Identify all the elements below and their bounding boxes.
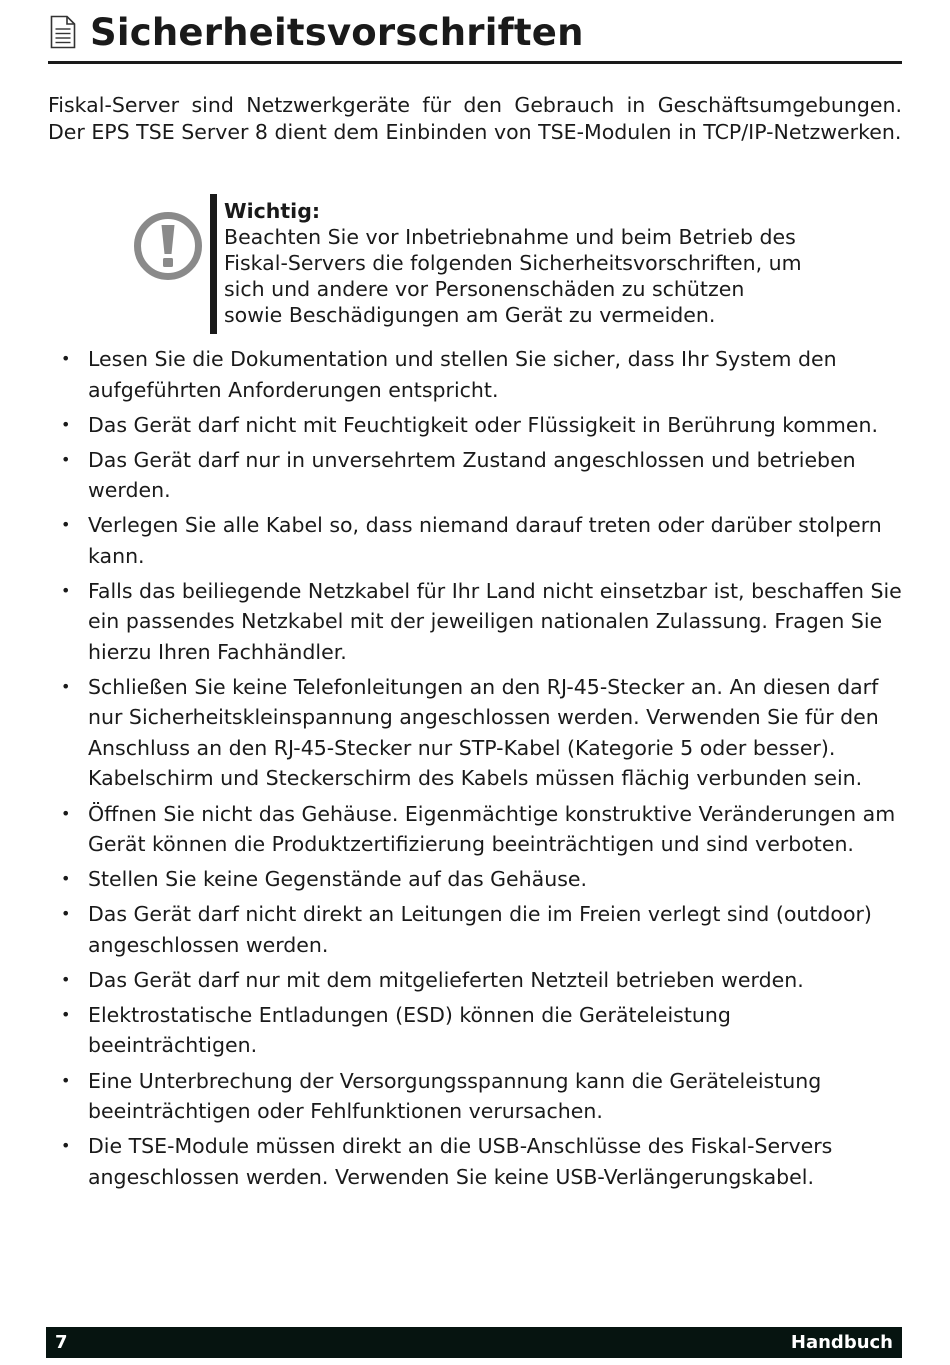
list-item: • Verlegen Sie alle Kabel so, dass niemand darauf treten oder darüber stolpern kann. <box>48 510 902 571</box>
page-footer <box>46 1327 902 1358</box>
page-title <box>48 6 902 58</box>
footer-label: Handbuch <box>790 1332 893 1353</box>
notice-line: sowie Beschädigungen am Gerät zu vermeiden. <box>224 303 716 327</box>
intro-paragraph: Fiskal-Server sind Netzwerkgeräte für den Gebrauch in Geschäftsumgebungen. Der EPS TSE Server 8 dient dem Einbinden von TSE-Modulen in TCP/IP-Netzwerken. <box>48 93 902 144</box>
list-item: • Die TSE-Module müssen direkt an die USB-Anschlüsse des Fiskal-Servers angeschlossen werden. Verwenden Sie keine USB-Verlängerungskabel. <box>48 1131 902 1192</box>
list-item: • Das Gerät darf nicht direkt an Leitungen die im Freien verlegt sind (outdoor) angeschlossen werden. <box>48 899 902 960</box>
title-divider <box>48 61 902 64</box>
list-item: • Das Gerät darf nur mit dem mitgelieferten Netzteil betrieben werden. <box>48 965 902 996</box>
important-notice <box>224 198 864 328</box>
list-item: • Stellen Sie keine Gegenstände auf das Gehäuse. <box>48 864 902 895</box>
notice-line: sich und andere vor Personenschäden zu schützen <box>224 277 745 301</box>
notice-line: Fiskal-Servers die folgenden Sicherheitsvorschriften, um <box>224 251 802 275</box>
notice-bar <box>210 194 217 334</box>
document-icon <box>50 15 76 49</box>
list-item: • Lesen Sie die Dokumentation und stellen Sie sicher, dass Ihr System den aufgeführten Anforderungen entspricht. <box>48 344 902 405</box>
list-item: • Öffnen Sie nicht das Gehäuse. Eigenmächtige konstruktive Veränderungen am Gerät können die Produktzertifizierung beeinträchtigen und sind verboten. <box>48 799 902 860</box>
list-item: • Das Gerät darf nur in unversehrtem Zustand angeschlossen und betrieben werden. <box>48 445 902 506</box>
list-item: • Das Gerät darf nicht mit Feuchtigkeit oder Flüssigkeit in Berührung kommen. <box>48 410 902 441</box>
page-number: 7 <box>55 1332 68 1353</box>
page-title-text: Sicherheitsvorschriften <box>90 10 584 54</box>
list-item: • Falls das beiliegende Netzkabel für Ihr Land nicht einsetzbar ist, beschaffen Sie ein passendes Netzkabel mit der jeweiligen nationalen Zulassung. Fragen Sie hierzu Ihren Fachhändler. <box>48 576 902 668</box>
list-item: • Eine Unterbrechung der Versorgungsspannung kann die Geräteleistung beeinträchtigen oder Fehlfunktionen verursachen. <box>48 1066 902 1127</box>
exclamation-circle-icon <box>132 210 204 282</box>
list-item: • Elektrostatische Entladungen (ESD) können die Geräteleistung beeinträchtigen. <box>48 1000 902 1061</box>
list-item: • Schließen Sie keine Telefonleitungen an den RJ-45-Stecker an. An diesen darf nur Sicherheitskleinspannung angeschlossen werden. Verwenden Sie für den Anschluss an den RJ-45-Stecker nur STP-Kabel (Kategorie 5 oder besser). Kabelschirm und Steckerschirm des Kabels müssen flächig verbunden sein. <box>48 672 902 794</box>
notice-line: Beachten Sie vor Inbetriebnahme und beim Betrieb des <box>224 225 796 249</box>
safety-rules-list <box>48 344 902 1197</box>
notice-heading: Wichtig: <box>224 199 321 223</box>
